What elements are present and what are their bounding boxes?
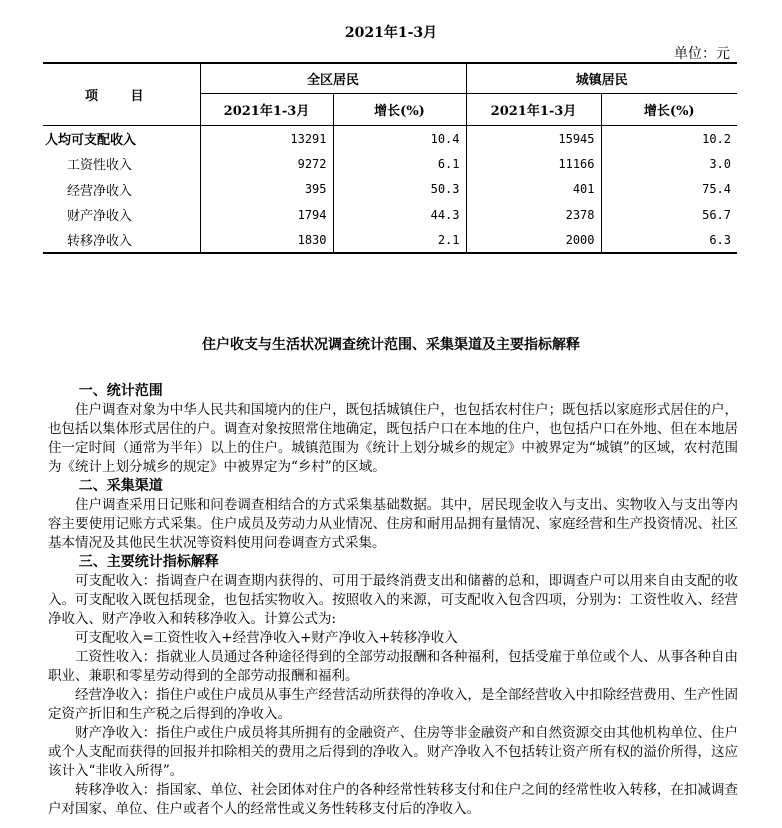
paragraph: 住户调查对象为中华人民共和国境内的住户，既包括城镇住户，也包括农村住户；既包括以家庭形式居住的户，也包括以集体形式居住的户。调查对象按照常住地确定，既包括户口在本地的住户，也包括户口在外地、但在本地居住一定时间（通常为半年）以上的住户。城镇范围为《统计上划分城乡的规定》中被界定为“城镇”的区域，农村范围为《统计上划分城乡的规定》中被界定为“乡村”的区域。 <box>48 402 738 475</box>
table-row <box>43 177 737 203</box>
table-header-row-1 <box>43 63 737 94</box>
cell-value: 56.7 <box>601 202 737 228</box>
cell-value: 3.0 <box>601 151 737 177</box>
cell-value: 2.1 <box>333 228 466 254</box>
cell-value: 6.1 <box>333 151 466 177</box>
paragraph: 财产净收入：指住户或住户成员将其所拥有的金融资产、住房等非金融资产和自然资源交由其他机构单位、住户或个人支配而获得的回报并扣除相关的费用之后得到的净收入。财产净收入不包括转让资产所有权的溢价所得，这应该计入“非收入所得”。 <box>48 725 738 779</box>
cell-value: 10.4 <box>333 126 466 152</box>
paragraph: 可支配收入：指调查户在调查期内获得的、可用于最终消费支出和储蓄的总和，即调查户可以用来自由支配的收入。可支配收入既包括现金，也包括实物收入。按照收入的来源，可支配收入包含四项，分别为：工资性收入、经营净收入、财产净收入和转移净收入。计算公式为: <box>48 573 738 627</box>
cell-value: 75.4 <box>601 177 737 203</box>
cell-value: 11166 <box>466 151 601 177</box>
table-row <box>43 126 737 152</box>
table-row <box>43 151 737 177</box>
document-title: 2021年1-3月 <box>344 25 438 41</box>
paragraph: 经营净收入：指住户或住户成员从事生产经营活动所获得的净收入，是全部经营收入中扣除经营费用、生产性固定资产折旧和生产税之后得到的净收入。 <box>48 687 738 722</box>
cell-value: 50.3 <box>333 177 466 203</box>
row-label: 工资性收入 <box>67 158 133 174</box>
paragraph: 住户调查采用日记账和问卷调查相结合的方式采集基础数据。其中，居民现金收入与支出、实物收入与支出等内容主要使用记账方式采集。住户成员及劳动力从业情况、住房和耐用品拥有量情况、家庭经营和生产投资情况、社区基本情况及其他民生状况等资料使用问卷调查方式采集。 <box>48 497 738 551</box>
cell-value: 2000 <box>466 228 601 254</box>
cell-value: 395 <box>200 177 333 203</box>
cell-value: 9272 <box>200 151 333 177</box>
row-label: 财产净收入 <box>67 209 133 225</box>
unit-label: 单位：元 <box>674 46 730 62</box>
group-header-urban-residents: 城镇居民 <box>466 63 737 94</box>
cell-value: 1794 <box>200 202 333 228</box>
notes-title: 住户收支与生活状况调查统计范围、采集渠道及主要指标解释 <box>202 337 580 353</box>
cell-value: 2378 <box>466 202 601 228</box>
row-label: 经营净收入 <box>67 183 133 199</box>
row-label: 人均可支配收入 <box>45 133 137 148</box>
section-heading-channels: 二、采集渠道 <box>78 478 163 494</box>
cell-value: 401 <box>466 177 601 203</box>
sub-header-period: 2021年1-3月 <box>466 94 601 126</box>
cell-value: 15945 <box>466 126 601 152</box>
sub-header-period: 2021年1-3月 <box>200 94 333 126</box>
notes-body <box>48 382 738 819</box>
table-row <box>43 202 737 228</box>
section-heading-indicators: 三、主要统计指标解释 <box>78 554 219 570</box>
cell-value: 1830 <box>200 228 333 254</box>
sub-header-growth: 增长(%) <box>333 94 466 126</box>
item-column-header: 项 目 <box>43 63 200 126</box>
group-header-all-residents: 全区居民 <box>200 63 466 94</box>
sub-header-growth: 增长(%) <box>601 94 737 126</box>
cell-value: 6.3 <box>601 228 737 254</box>
formula-line: 可支配收入=工资性收入+经营净收入+财产净收入+转移净收入 <box>75 630 458 646</box>
paragraph: 转移净收入：指国家、单位、社会团体对住户的各种经常性转移支付和住户之间的经常性收入转移，在扣减调查户对国家、单位、住户或者个人的经常性或义务性转移支付后的净收入。 <box>48 782 738 817</box>
row-label: 转移净收入 <box>43 228 200 254</box>
income-table <box>43 62 737 254</box>
paragraph: 工资性收入：指就业人员通过各种途径得到的全部劳动报酬和各种福利，包括受雇于单位或个人、从事各种自由职业、兼职和零星劳动得到的全部劳动报酬和福利。 <box>48 649 738 684</box>
cell-value: 44.3 <box>333 202 466 228</box>
cell-value: 10.2 <box>601 126 737 152</box>
table-row <box>43 228 737 254</box>
section-heading-scope: 一、统计范围 <box>78 383 163 399</box>
cell-value: 13291 <box>200 126 333 152</box>
